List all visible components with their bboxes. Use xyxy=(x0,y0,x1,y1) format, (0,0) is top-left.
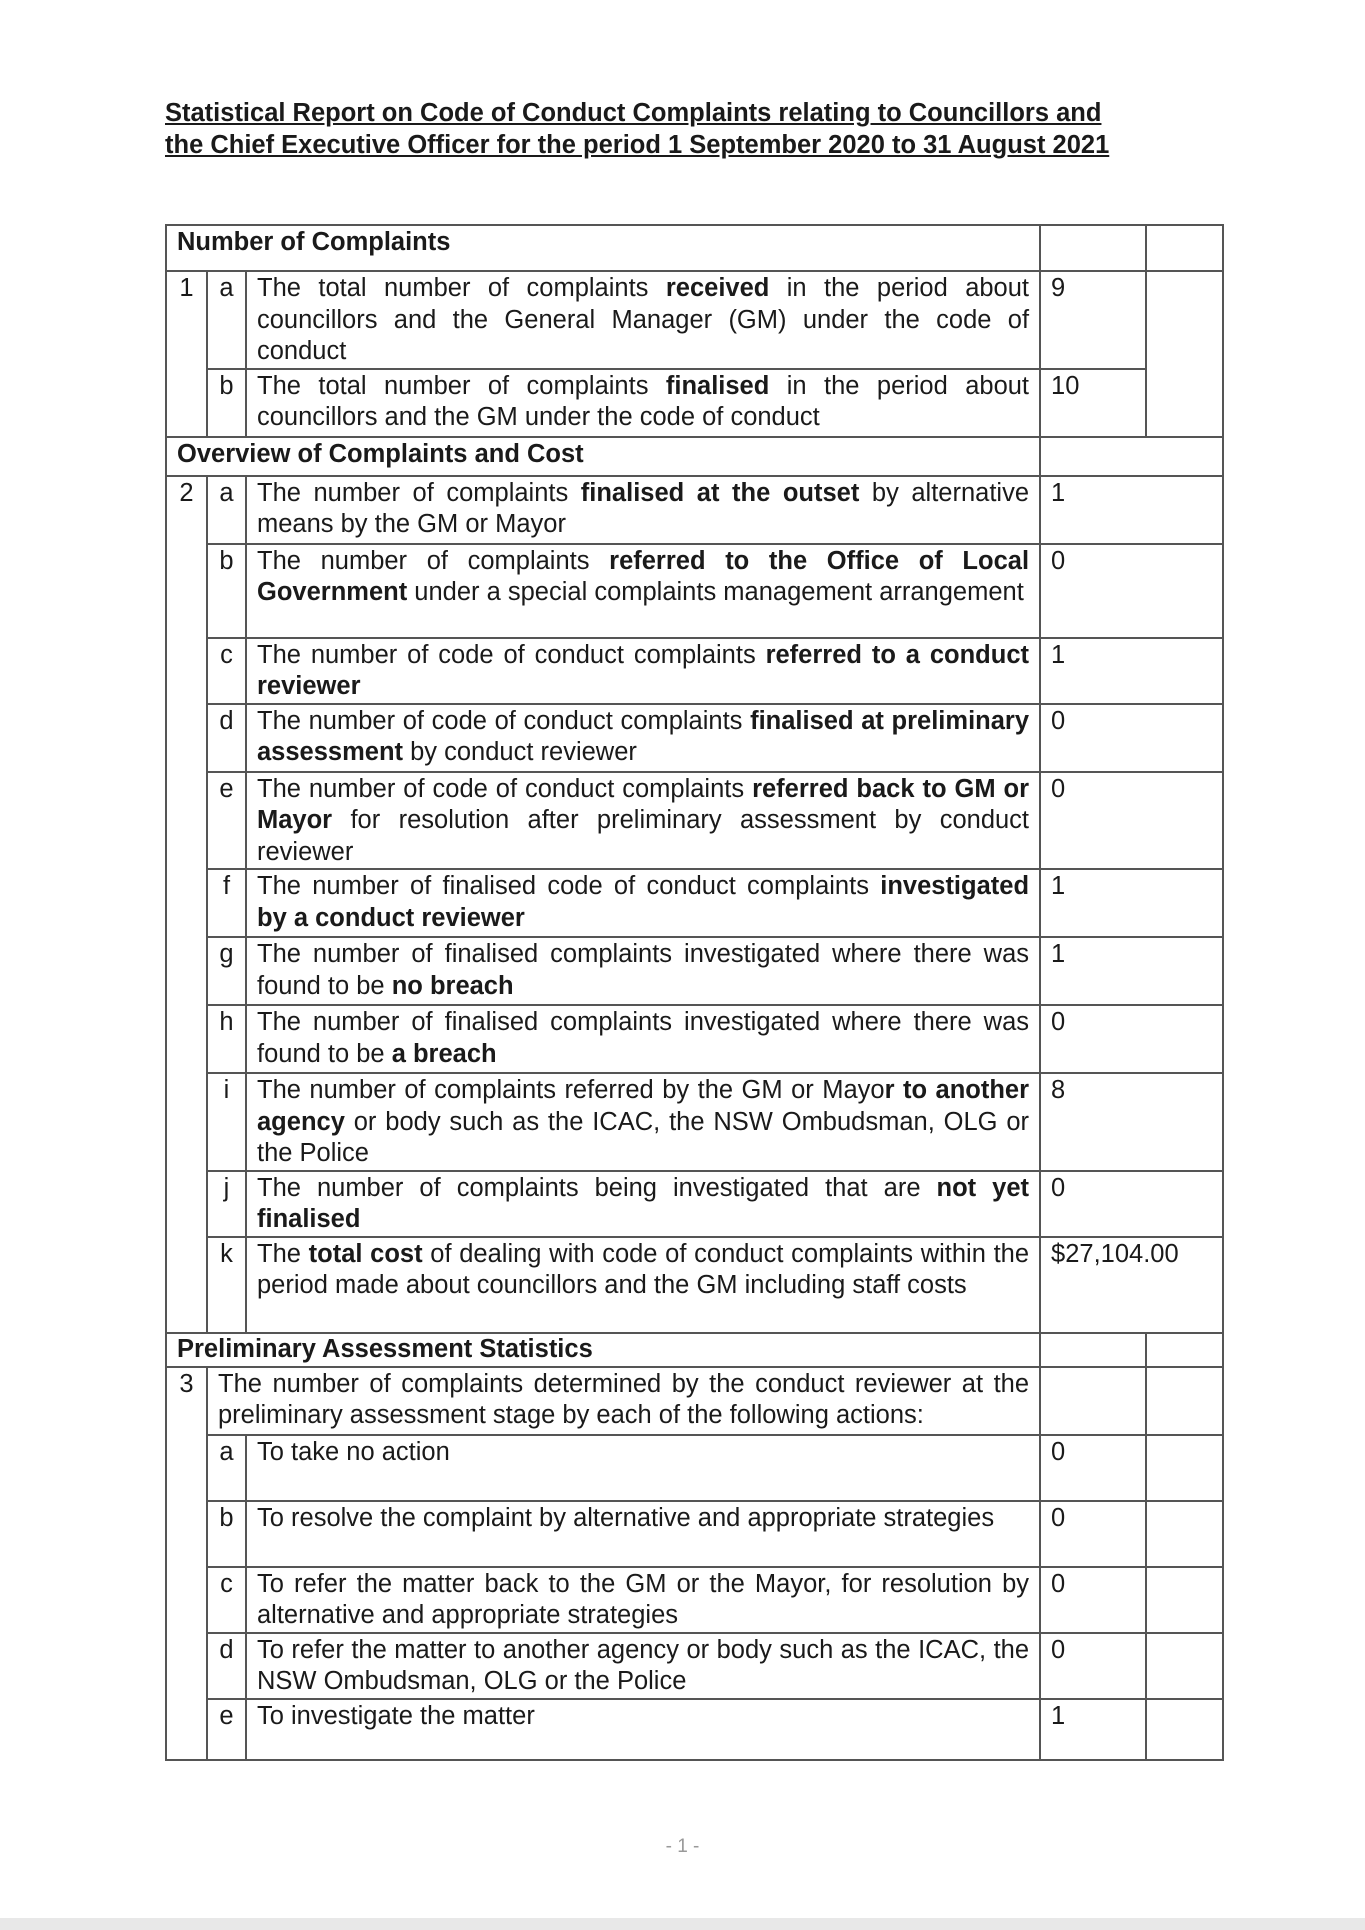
row-letter: b xyxy=(207,369,246,437)
row-letter: e xyxy=(207,772,246,870)
table-row xyxy=(166,704,1223,772)
table-row xyxy=(166,1073,1223,1171)
complaints-statistics-table xyxy=(165,224,1224,1761)
table-row xyxy=(166,1005,1223,1073)
row-letter: b xyxy=(207,1501,246,1567)
section-header-row xyxy=(166,437,1223,476)
description-text: The number of code of conduct complaints xyxy=(257,706,751,735)
emphasis-text: a breach xyxy=(391,1039,497,1068)
row-value: 8 xyxy=(1040,1073,1223,1171)
description-text: or body such as the ICAC, the NSW Ombudsman, OLG or the Police xyxy=(257,1107,1030,1167)
row-value: 0 xyxy=(1040,544,1223,638)
section-number: 2 xyxy=(166,476,207,1333)
description-text: To investigate the matter xyxy=(257,1701,535,1730)
row-letter: c xyxy=(207,1567,246,1633)
table-row xyxy=(166,476,1223,544)
row-description xyxy=(246,1633,1040,1699)
description-text: To resolve the complaint by alternative and appropriate strategies xyxy=(257,1503,995,1532)
section-heading-number-of-complaints: Number of Complaints xyxy=(166,225,1040,271)
row-description xyxy=(246,271,1040,369)
section-number: 1 xyxy=(166,271,207,437)
row-description xyxy=(246,1171,1040,1237)
row-value: 1 xyxy=(1040,638,1223,704)
row-value: 0 xyxy=(1040,1005,1223,1073)
row-letter: h xyxy=(207,1005,246,1073)
row-letter: g xyxy=(207,937,246,1005)
description-text: To refer the matter back to the GM or the Mayor, for resolution by alternative and appropriate strategies xyxy=(257,1569,1030,1629)
row-letter: k xyxy=(207,1237,246,1333)
row-description xyxy=(246,1237,1040,1333)
report-title xyxy=(165,97,1205,161)
row-value: 1 xyxy=(1040,937,1223,1005)
table-row xyxy=(166,1171,1223,1237)
row-letter: a xyxy=(207,1435,246,1501)
description-text: The number of finalised code of conduct complaints xyxy=(257,872,881,900)
emphasis-text: referred to a conduct reviewer xyxy=(257,640,1030,700)
description-text: The number of code of conduct complaints xyxy=(257,774,753,803)
row-description xyxy=(246,544,1040,638)
description-text: for resolution after preliminary assessment by conduct reviewer xyxy=(257,806,1030,866)
row-letter: d xyxy=(207,1633,246,1699)
bottom-divider xyxy=(0,1918,1365,1930)
row-value: 1 xyxy=(1040,476,1223,544)
row-description xyxy=(246,1435,1040,1501)
emphasis-text: finalised xyxy=(665,371,770,400)
row-value: 0 xyxy=(1040,1501,1146,1567)
row-letter: e xyxy=(207,1699,246,1760)
row-description xyxy=(246,1005,1040,1073)
row-letter: j xyxy=(207,1171,246,1237)
row-description xyxy=(246,638,1040,704)
description-text: by conduct reviewer xyxy=(403,738,637,766)
description-text: The total number of complaints xyxy=(257,371,666,400)
table-row xyxy=(166,1367,1223,1435)
description-text: in the period about councillors and the General Manager (GM) under the code of conduct xyxy=(257,274,1030,365)
row-description xyxy=(246,1073,1040,1171)
row-description xyxy=(246,869,1040,937)
table-row xyxy=(166,1567,1223,1633)
description-text: under a special complaints management arrangement xyxy=(407,578,1024,606)
row-value: 0 xyxy=(1040,1171,1223,1237)
description-text: in the period about councillors and the GM under the code of conduct xyxy=(257,371,1030,431)
table-row xyxy=(166,1435,1223,1501)
section-heading-overview: Overview of Complaints and Cost xyxy=(166,437,1040,476)
description-text: by alternative means by the GM or Mayor xyxy=(257,478,1030,538)
table-row xyxy=(166,869,1223,937)
emphasis-text: investigated by a conduct reviewer xyxy=(257,872,1030,932)
section-header-row xyxy=(166,225,1223,271)
emphasis-text: referred back to GM or Mayor xyxy=(257,774,1030,834)
emphasis-text: finalised at the outset xyxy=(580,478,860,507)
table-row xyxy=(166,271,1223,369)
row-letter: c xyxy=(207,638,246,704)
row-value: 0 xyxy=(1040,704,1223,772)
row-value: 0 xyxy=(1040,1633,1146,1699)
description-text: The xyxy=(257,1239,309,1268)
row-description xyxy=(246,937,1040,1005)
table-row xyxy=(166,638,1223,704)
table-row xyxy=(166,1501,1223,1567)
row-letter: d xyxy=(207,704,246,772)
table-row xyxy=(166,369,1223,437)
report-title-line-1: Statistical Report on Code of Conduct Complaints relating to Councillors and xyxy=(165,99,1102,127)
row-letter: f xyxy=(207,869,246,937)
row-value: 10 xyxy=(1040,369,1146,437)
section-number: 3 xyxy=(166,1367,207,1760)
row-letter: a xyxy=(207,271,246,369)
description-text: The number of complaints being investigated that are xyxy=(257,1173,937,1202)
description-text: The number of complaints referred by the GM or Mayo xyxy=(257,1076,885,1104)
row-description xyxy=(246,369,1040,437)
section-intro: The number of complaints determined by the conduct reviewer at the preliminary assessment stage by each of the following actions: xyxy=(207,1367,1040,1435)
row-description xyxy=(246,476,1040,544)
row-value: 1 xyxy=(1040,1699,1146,1760)
row-letter: b xyxy=(207,544,246,638)
row-value: $27,104.00 xyxy=(1040,1237,1223,1333)
row-letter: i xyxy=(207,1073,246,1171)
emphasis-text: r to another agency xyxy=(257,1076,1030,1136)
description-text: The number of code of conduct complaints xyxy=(257,640,766,669)
emphasis-text: not yet finalised xyxy=(257,1173,1030,1233)
row-value: 0 xyxy=(1040,772,1223,870)
table-row xyxy=(166,1237,1223,1333)
row-description xyxy=(246,704,1040,772)
row-value: 1 xyxy=(1040,869,1223,937)
row-description xyxy=(246,772,1040,870)
table-row xyxy=(166,1633,1223,1699)
table-row xyxy=(166,937,1223,1005)
description-text: The number of complaints xyxy=(257,478,581,507)
row-description xyxy=(246,1501,1040,1567)
table-row xyxy=(166,1699,1223,1760)
report-title-line-2: the Chief Executive Officer for the period 1 September 2020 to 31 August 2021 xyxy=(165,131,1110,159)
description-text: To refer the matter to another agency or body such as the ICAC, the NSW Ombudsman, OLG or the Police xyxy=(257,1635,1030,1695)
emphasis-text: finalised at preliminary assessment xyxy=(257,706,1030,766)
table-row xyxy=(166,544,1223,638)
description-text: The number of complaints xyxy=(257,546,610,575)
page-number: - 1 - xyxy=(665,1836,700,1857)
section-header-row xyxy=(166,1333,1223,1367)
emphasis-text: received xyxy=(665,274,770,302)
row-description xyxy=(246,1567,1040,1633)
emphasis-text: total cost xyxy=(308,1239,423,1268)
row-letter: a xyxy=(207,476,246,544)
row-description xyxy=(246,1699,1040,1760)
description-text: The total number of complaints xyxy=(257,274,666,302)
description-text: of dealing with code of conduct complaints within the period made about councillors and the GM including staff costs xyxy=(257,1239,1030,1299)
emphasis-text: no breach xyxy=(391,971,514,1000)
description-text: The number of finalised complaints investigated where there was found to be xyxy=(257,940,1030,1000)
emphasis-text: referred to the Office of Local Government xyxy=(257,546,1030,606)
description-text: To take no action xyxy=(257,1437,450,1466)
row-value: 9 xyxy=(1040,271,1146,369)
row-value: 0 xyxy=(1040,1435,1146,1501)
row-value: 0 xyxy=(1040,1567,1146,1633)
section-heading-preliminary-assessment: Preliminary Assessment Statistics xyxy=(166,1333,1040,1367)
description-text: The number of finalised complaints investigated where there was found to be xyxy=(257,1008,1030,1068)
table-row xyxy=(166,772,1223,870)
